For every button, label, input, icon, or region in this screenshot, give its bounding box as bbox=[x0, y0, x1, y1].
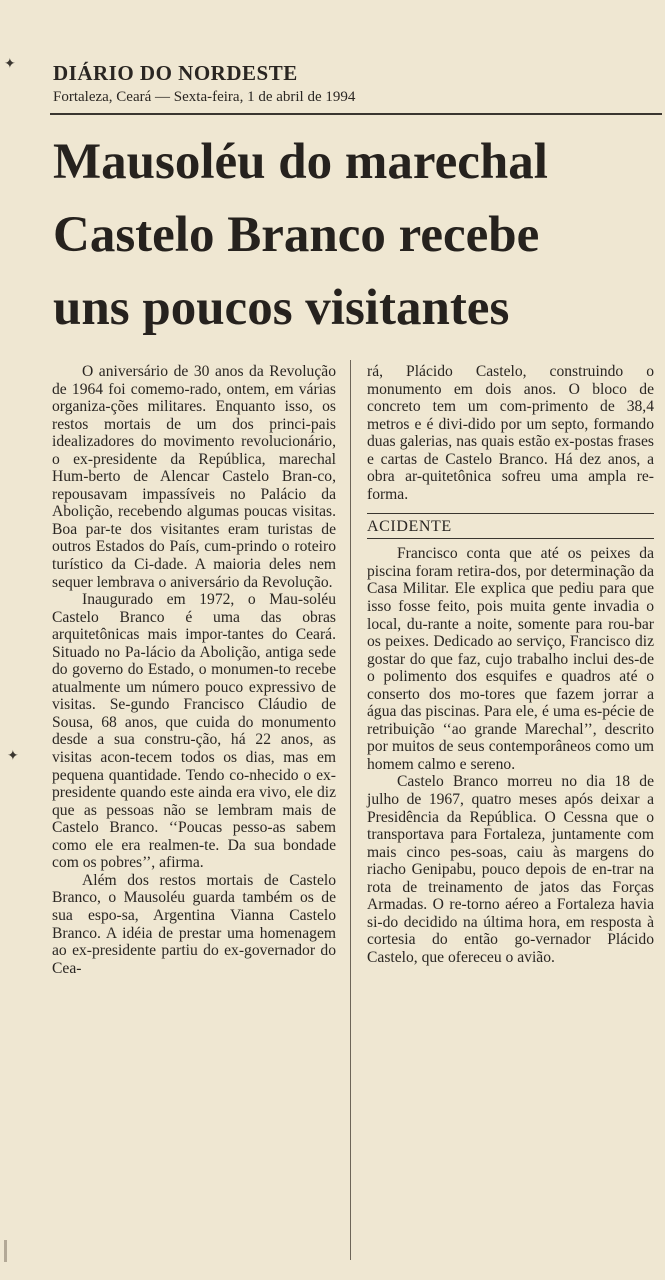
pin-icon: ✦ bbox=[4, 57, 16, 72]
article-paragraph: Inaugurado em 1972, o Mau-soléu Castelo Branco é uma das obras arquitetônicas mais impor-tantes do Ceará. Situado no Pa-lácio da Abolição, antiga sede do governo do Estado, o monumen-to recebe atualmente um número pouco expressivo de visitas. Se-gundo Francisco Cláudio de Sousa, 68 anos, que cuida do monumento desde a sua constru-ção, há 22 anos, as visitas acon-tecem todos os dias, mas em pequena quantidade. Tendo co-nhecido o ex-presidente quando este ainda era vivo, ele diz que as pessoas não se lembram mais de Castelo Branco. ‘‘Poucas pesso-as sabem como ele era realmen-te. Da sua bondade com os pobres’’, afirma. bbox=[52, 591, 336, 872]
headline-line-1: Mausoléu do marechal bbox=[53, 134, 548, 190]
article-paragraph: Francisco conta que até os peixes da piscina foram retira-dos, por determinação da Casa Militar. Ele explica que pediu para que isso fosse feito, pois muita gente invadia o local, du-rante a noite, somente para rou-bar os peixes. Dedicado ao serviço, Francisco diz gostar do que faz, cujo trabalho inclui des-de o polimento dos esquifes e quadros até o conserto dos mo-tores que fazem jorrar a água das piscinas. Para ele, é uma es-pécie de retribuição ‘‘ao grande Marechal’’, descrito por muitos de seus contemporâneos como um homem calmo e sereno. bbox=[367, 545, 654, 773]
article-paragraph-continued: rá, Plácido Castelo, construindo o monumento em dois anos. O bloco de concreto tem um com-primento de 38,4 metros e é divi-dido por um septo, formando duas galerias, nas quais estão ex-postas frases e cartas de Castelo Branco. Há dez anos, a obra ar-quitetônica sofreu uma ampla re-forma. bbox=[367, 363, 654, 503]
column-divider bbox=[350, 360, 351, 1260]
headline-line-3: uns poucos visitantes bbox=[53, 280, 510, 336]
article-column-right bbox=[367, 363, 654, 1263]
article-paragraph: O aniversário de 30 anos da Revolução de 1964 foi comemo-rado, ontem, em várias organiza-ções militares. Enquanto isso, os restos mortais de um dos princi-pais idealizadores do movimento revolucionário, o ex-presidente da República, marechal Hum-berto de Alencar Castelo Bran-co, repousavam impassíveis no Palácio da Abolição, recebendo algumas poucas visitas. Boa par-te dos visitantes eram turistas de outros Estados do País, cum-prindo o roteiro turístico da Ci-dade. A maioria deles nem sequer lembrava o aniversário da Revolução. bbox=[52, 363, 336, 591]
masthead-rule bbox=[50, 113, 662, 115]
article-paragraph: Castelo Branco morreu no dia 18 de julho de 1967, quatro meses após deixar a Presidência da República. O Cessna que o transportava para Fortaleza, juntamente com mais cinco pes-soas, caiu às margens do riacho Genipabu, pouco depois de en-trar na rota de treinamento de jatos das Forças Armadas. O re-torno aéreo a Fortaleza havia si-do decidido na última hora, em resposta à cortesia do então go-vernador Plácido Castelo, que ofereceu o avião. bbox=[367, 773, 654, 966]
article-paragraph: Além dos restos mortais de Castelo Branco, o Mausoléu guarda também os de sua espo-sa, Argentina Vianna Castelo Branco. A idéia de prestar uma homenagem ao ex-presidente partiu do ex-governador do Cea- bbox=[52, 871, 336, 977]
pin-icon: ✦ bbox=[7, 749, 19, 764]
article-column-left bbox=[52, 363, 336, 1263]
margin-mark bbox=[4, 1240, 7, 1262]
section-subhead: ACIDENTE bbox=[367, 513, 654, 539]
headline-line-2: Castelo Branco recebe bbox=[53, 207, 540, 263]
dateline: Fortaleza, Ceará — Sexta-feira, 1 de abril de 1994 bbox=[53, 89, 356, 105]
newspaper-name: DIÁRIO DO NORDESTE bbox=[53, 61, 298, 85]
headline bbox=[53, 126, 663, 345]
